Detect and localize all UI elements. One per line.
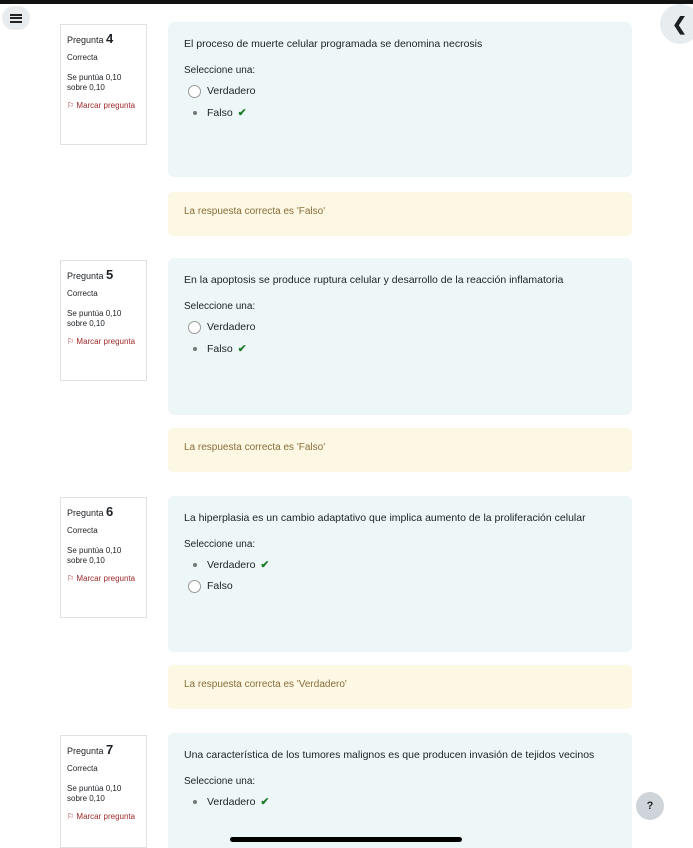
feedback-box: La respuesta correcta es 'Falso' — [168, 192, 632, 236]
answer-prompt: Seleccione una: — [184, 775, 256, 787]
question-info-7 — [60, 735, 147, 848]
question-number: Pregunta 5 — [67, 267, 114, 282]
answer-prompt: Seleccione una: — [184, 300, 256, 312]
answer-prompt: Seleccione una: — [184, 538, 256, 550]
question-info-4 — [60, 24, 147, 145]
check-icon: ✔ — [237, 106, 247, 119]
answer-option[interactable]: Falso — [184, 580, 616, 593]
question-number: Pregunta 7 — [67, 742, 114, 757]
radio-button[interactable] — [188, 580, 201, 593]
question-text: El proceso de muerte celular programada se denomina necrosis — [184, 38, 483, 50]
answer-option[interactable]: Verdadero — [184, 321, 616, 334]
question-state: Correcta — [67, 53, 98, 63]
question-grade: Se puntúa 0,10 sobre 0,10 — [67, 73, 122, 93]
question-info-6 — [60, 497, 147, 618]
flag-icon: ⚐ — [67, 812, 77, 822]
flag-question-link[interactable]: ⚐ Marcar pregunta — [67, 812, 136, 822]
question-number: Pregunta 6 — [67, 504, 114, 519]
selected-radio[interactable] — [193, 347, 197, 351]
question-text: La hiperplasia es un cambio adaptativo que implica aumento de la proliferación celular — [184, 512, 586, 524]
radio-button[interactable] — [188, 85, 201, 98]
question-grade: Se puntúa 0,10 sobre 0,10 — [67, 546, 122, 566]
check-icon: ✔ — [237, 342, 247, 355]
answer-prompt: Seleccione una: — [184, 64, 256, 76]
question-number: Pregunta 4 — [67, 31, 114, 46]
question-state: Correcta — [67, 289, 98, 299]
flag-question-link[interactable]: ⚐ Marcar pregunta — [67, 337, 136, 347]
answer-option[interactable]: Verdadero — [184, 85, 616, 98]
answer-option[interactable]: Verdadero ✔ — [184, 796, 616, 808]
feedback-box: La respuesta correcta es 'Falso' — [168, 428, 632, 472]
question-content-4 — [168, 22, 632, 177]
hamburger-icon — [10, 14, 22, 23]
selected-radio[interactable] — [193, 111, 197, 115]
help-button[interactable] — [636, 792, 664, 820]
question-state: Correcta — [67, 764, 98, 774]
question-text: En la apoptosis se produce ruptura celular y desarrollo de la reacción inflamatoria — [184, 274, 564, 286]
question-content-6 — [168, 496, 632, 652]
check-icon: ✔ — [260, 795, 270, 808]
flag-icon: ⚐ — [67, 574, 77, 584]
menu-button[interactable] — [2, 6, 30, 30]
question-state: Correcta — [67, 526, 98, 536]
question-grade: Se puntúa 0,10 sobre 0,10 — [67, 309, 122, 329]
answer-option[interactable]: Falso ✔ — [184, 343, 616, 355]
flag-question-link[interactable]: ⚐ Marcar pregunta — [67, 101, 136, 111]
selected-radio[interactable] — [193, 563, 197, 567]
question-info-5 — [60, 260, 147, 381]
help-icon: ? — [646, 800, 654, 812]
flag-icon: ⚐ — [67, 337, 77, 347]
question-content-5 — [168, 258, 632, 415]
answer-option[interactable]: Falso ✔ — [184, 107, 616, 119]
flag-icon: ⚐ — [67, 101, 77, 111]
selected-radio[interactable] — [193, 800, 197, 804]
chevron-left-icon: ❮ — [672, 13, 688, 34]
question-grade: Se puntúa 0,10 sobre 0,10 — [67, 784, 122, 804]
back-button[interactable] — [660, 4, 693, 44]
feedback-box: La respuesta correcta es 'Verdadero' — [168, 665, 632, 709]
question-content-7 — [168, 733, 632, 848]
question-text: Una característica de los tumores malignos es que producen invasión de tejidos vecinos — [184, 749, 595, 761]
answer-option[interactable]: Verdadero ✔ — [184, 559, 616, 571]
flag-question-link[interactable]: ⚐ Marcar pregunta — [67, 574, 136, 584]
home-indicator — [230, 837, 462, 842]
check-icon: ✔ — [260, 558, 270, 571]
status-bar — [0, 0, 693, 4]
radio-button[interactable] — [188, 321, 201, 334]
